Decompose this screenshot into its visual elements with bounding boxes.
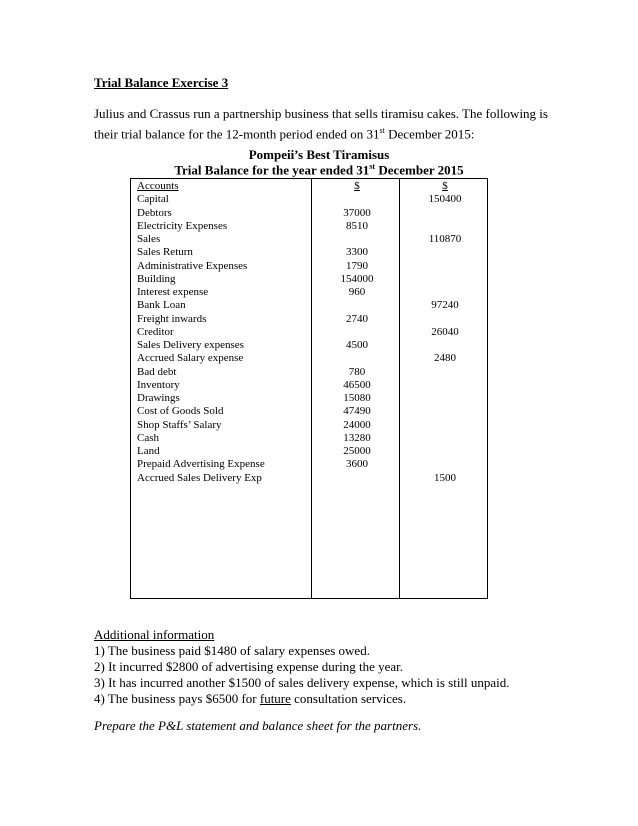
account-cell: Accrued Sales Delivery Exp bbox=[137, 471, 262, 484]
task-instruction: Prepare the P&L statement and balance sheet for the partners. bbox=[94, 718, 422, 733]
table-row bbox=[131, 352, 487, 365]
table-row bbox=[131, 286, 487, 299]
account-cell: Land bbox=[137, 445, 160, 457]
additional-heading: Additional information bbox=[94, 627, 215, 642]
account-cell: Capital bbox=[137, 193, 169, 206]
table-row bbox=[131, 313, 487, 326]
table-row bbox=[131, 379, 487, 392]
tb-title-text: Trial Balance for the year ended 31 bbox=[174, 162, 370, 178]
credit-cell: 150400 bbox=[428, 193, 462, 206]
additional-item-4-end: consultation services. bbox=[290, 691, 407, 706]
account-cell: Cost of Goods Sold bbox=[137, 405, 224, 418]
table-row bbox=[131, 472, 487, 485]
additional-item-4-future: future bbox=[259, 691, 291, 706]
additional-item-4: 4) The business pays $6500 for bbox=[94, 691, 260, 706]
account-cell: Shop Staffs’ Salary bbox=[137, 418, 222, 431]
account-cell: Sales Delivery expenses bbox=[137, 339, 244, 351]
table-row bbox=[131, 233, 487, 246]
table-row bbox=[131, 273, 487, 286]
intro-line-2: their trial balance for the 12-month period ended on 31 bbox=[94, 126, 380, 142]
account-cell: Inventory bbox=[137, 378, 180, 391]
trial-balance-table bbox=[130, 178, 488, 599]
debit-cell: 3600 bbox=[346, 458, 368, 471]
business-name: Pompeii’s Best Tiramisus bbox=[248, 147, 390, 162]
table-row bbox=[131, 207, 487, 220]
table-row bbox=[131, 220, 487, 233]
account-cell: Sales Return bbox=[137, 246, 193, 259]
debit-cell: 24000 bbox=[343, 418, 371, 431]
account-cell: Drawings bbox=[137, 392, 180, 404]
account-cell: Cash bbox=[137, 431, 159, 444]
additional-item-3: 3) It has incurred another $1500 of sales delivery expense, which is still unpaid. bbox=[94, 675, 510, 690]
intro-line-1: Julius and Crassus run a partnership business that sells tiramisu cakes. The following is bbox=[94, 106, 548, 121]
debit-cell: 780 bbox=[348, 365, 366, 378]
account-cell: Bad debt bbox=[137, 365, 177, 378]
account-cell: Bank Loan bbox=[137, 299, 186, 312]
debit-cell: 46500 bbox=[343, 378, 371, 391]
account-cell: Accrued Salary expense bbox=[137, 352, 244, 365]
intro-superscript: st bbox=[379, 126, 385, 135]
debit-cell: 960 bbox=[348, 286, 366, 298]
additional-item-1: 1) The business paid $1480 of salary expenses owed. bbox=[94, 643, 370, 658]
table-row bbox=[131, 458, 487, 471]
tb-title-superscript: st bbox=[369, 162, 376, 171]
table-row bbox=[131, 326, 487, 339]
table-row bbox=[131, 193, 487, 206]
credit-cell: 2480 bbox=[434, 352, 456, 365]
additional-item-2: 2) It incurred $2800 of advertising expense during the year. bbox=[94, 659, 404, 674]
credit-cell: 97240 bbox=[431, 299, 459, 312]
debit-cell: 15080 bbox=[343, 392, 371, 404]
debit-cell: 2740 bbox=[346, 312, 368, 325]
table-rows bbox=[131, 180, 487, 485]
account-cell: Building bbox=[137, 272, 176, 285]
table-row bbox=[131, 405, 487, 418]
credit-cell: 1500 bbox=[434, 471, 456, 484]
exercise-heading: Trial Balance Exercise 3 bbox=[94, 75, 229, 90]
account-cell: Freight inwards bbox=[137, 312, 207, 325]
account-cell: Electricity Expenses bbox=[137, 219, 228, 232]
credit-cell: 110870 bbox=[428, 233, 462, 245]
header-accounts: Accounts bbox=[137, 180, 179, 192]
intro-paragraph bbox=[94, 105, 554, 142]
account-cell: Creditor bbox=[137, 325, 174, 338]
table-row bbox=[131, 432, 487, 445]
debit-cell: 4500 bbox=[346, 339, 368, 351]
debit-cell: 37000 bbox=[343, 206, 371, 219]
table-row bbox=[131, 260, 487, 273]
additional-information bbox=[94, 627, 554, 707]
header-debit: $ bbox=[354, 180, 360, 192]
debit-cell: 13280 bbox=[343, 431, 371, 444]
header-credit: $ bbox=[442, 180, 448, 192]
table-row bbox=[131, 419, 487, 432]
account-cell: Debtors bbox=[137, 206, 172, 219]
table-row bbox=[131, 299, 487, 312]
debit-cell: 1790 bbox=[346, 259, 368, 272]
debit-cell: 25000 bbox=[343, 445, 371, 457]
account-cell: Prepaid Advertising Expense bbox=[137, 458, 265, 471]
tb-title-end: December 2015 bbox=[375, 162, 464, 178]
table-row bbox=[131, 246, 487, 259]
table-row bbox=[131, 366, 487, 379]
account-cell: Interest expense bbox=[137, 286, 209, 298]
trial-balance-title bbox=[0, 162, 638, 178]
account-cell: Administrative Expenses bbox=[137, 259, 248, 272]
table-row bbox=[131, 339, 487, 352]
table-row bbox=[131, 392, 487, 405]
credit-cell: 26040 bbox=[431, 325, 459, 338]
intro-line-2-end: December 2015: bbox=[384, 126, 475, 142]
debit-cell: 3300 bbox=[346, 246, 368, 259]
debit-cell: 47490 bbox=[343, 405, 371, 418]
debit-cell: 154000 bbox=[340, 272, 374, 285]
debit-cell: 8510 bbox=[346, 219, 368, 232]
account-cell: Sales bbox=[137, 233, 161, 245]
table-row bbox=[131, 445, 487, 458]
table-header-row bbox=[131, 180, 487, 193]
